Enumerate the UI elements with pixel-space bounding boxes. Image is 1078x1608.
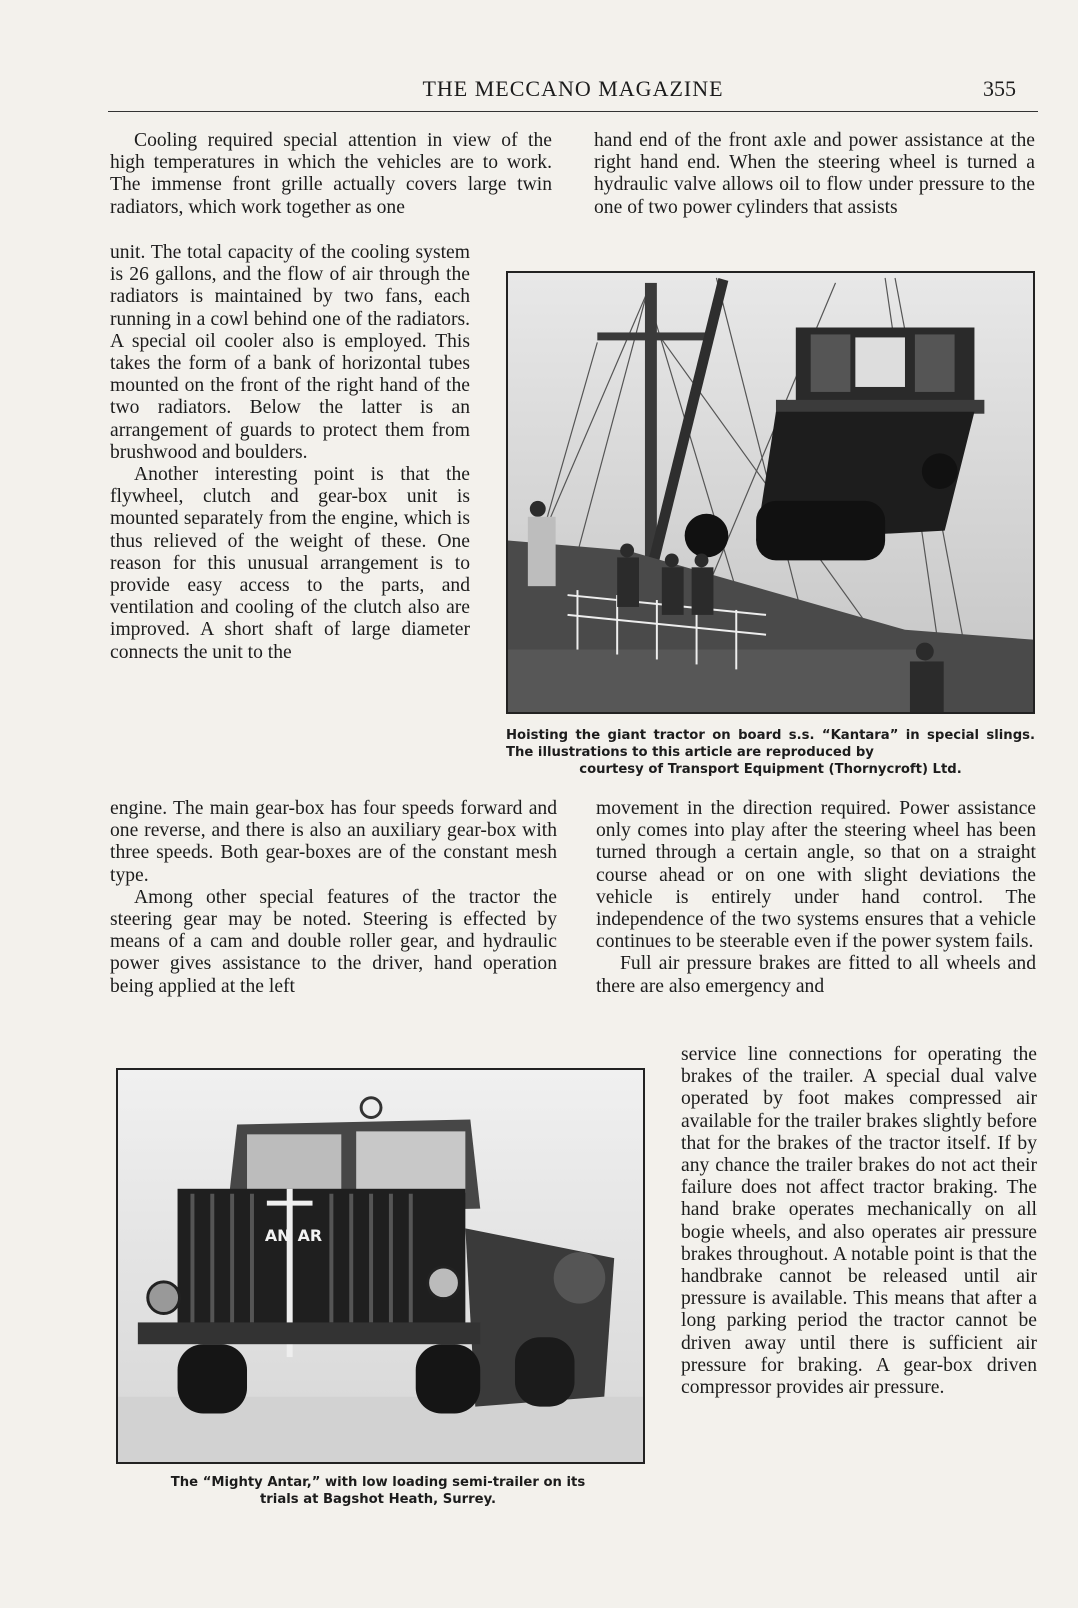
caption-antar-line2: trials at Bagshot Heath, Surrey. [260,1492,496,1507]
paragraph-gearbox: engine. The main gear-box has four speeds forward and one reverse, and there is also an auxiliary gear-box with three speeds. Both gear-boxes are of the constant mesh type. [110,798,557,886]
antar-grille-lettering: AN [264,1226,291,1246]
page-header [108,76,1038,112]
magazine-title: THE MECCANO MAGAZINE [422,76,724,101]
left-column-bottom [110,798,557,1046]
left-column-narrow [110,242,470,788]
antar-tractor-illustration [118,1070,643,1462]
right-column-top [594,130,1035,245]
paragraph-brakes-cont: service line connections for operating the brakes of the trailer. A special dual valve operated by foot makes compressed air available for the trailer brakes slightly before that for the brakes of the tractor itself. If by any chance the trailer brakes do not act their failure does not affect tractor braking. The hand brake operates mechanically on all bogie wheels, and also operates air pressure brakes throughout. A notable point is that the handbrake cannot be released until air pressure is available. This means that after a long parking period the tractor cannot be driven away until there is sufficient air pressure for braking. A gear-box driven compressor provides air pressure. [681,1044,1037,1399]
page-number: 355 [983,76,1016,101]
paragraph-brakes-start: Full air pressure brakes are fitted to all wheels and there are also emergency and [596,953,1036,997]
right-column-middle [596,798,1036,1043]
right-column-narrow [681,1044,1037,1514]
ship-crane-illustration [508,273,1033,712]
caption-hoisting [506,727,1035,761]
paragraph-power-assistance: movement in the direction required. Power assistance only comes into play after the steering wheel has been turned through a certain angle, so that on a straight course ahead or on one with slight deviations the vehicle is entirely under hand control. The independence of the two systems ensures that a vehicle continues to be steerable even if the power system fails. [596,798,1036,953]
left-column-top [110,130,552,240]
caption-hoisting-line1: Hoisting the giant tractor on board s.s. “Kantara” in special slings. The illustrations to this article are reproduced by [506,728,1035,760]
paragraph-steering-cont: hand end of the front axle and power assistance at the right hand end. When the steering wheel is turned a hydraulic valve allows oil to flow under pressure to the one of two power cylinders that assists [594,130,1035,218]
caption-hoisting-credit [506,761,1035,778]
caption-hoisting-line2: courtesy of Transport Equipment (Thornycroft) Ltd. [579,762,962,777]
caption-antar [108,1474,648,1508]
antar-grille-lettering-2: AR [297,1226,323,1246]
caption-antar-line1: The “Mighty Antar,” with low loading semi-trailer on its [170,1475,586,1490]
paragraph-cooling: Cooling required special attention in view of the high temperatures in which the vehicles are to work. The immense front grille actually covers large twin radiators, which work together as one [110,130,552,218]
photo-mighty-antar [116,1068,645,1464]
paragraph-flywheel: Another interesting point is that the flywheel, clutch and gear-box unit is mounted separately from the engine, which is thus relieved of the weight of these. One reason for this unusual arrangement is to provide easy access to the parts, and ventilation and cooling of the clutch also are improved. A short shaft of large diameter connects the unit to the [110,464,470,663]
paragraph-steering: Among other special features of the tractor the steering gear may be noted. Steering is effected by means of a cam and double roller gear, and hydraulic power gives assistance to the driver, hand operation being applied at the left [110,886,557,997]
photo-hoisting-tractor [506,271,1035,714]
paragraph-cooling-cont: unit. The total capacity of the cooling system is 26 gallons, and the flow of air through the radiators is maintained by two fans, each running in a cowl behind one of the radiators. A special oil cooler also is employed. This takes the form of a bank of horizontal tubes mounted on the front of the right hand of the two radiators. Below the latter is an arrangement of guards to protect them from brushwood and boulders. [110,242,470,463]
